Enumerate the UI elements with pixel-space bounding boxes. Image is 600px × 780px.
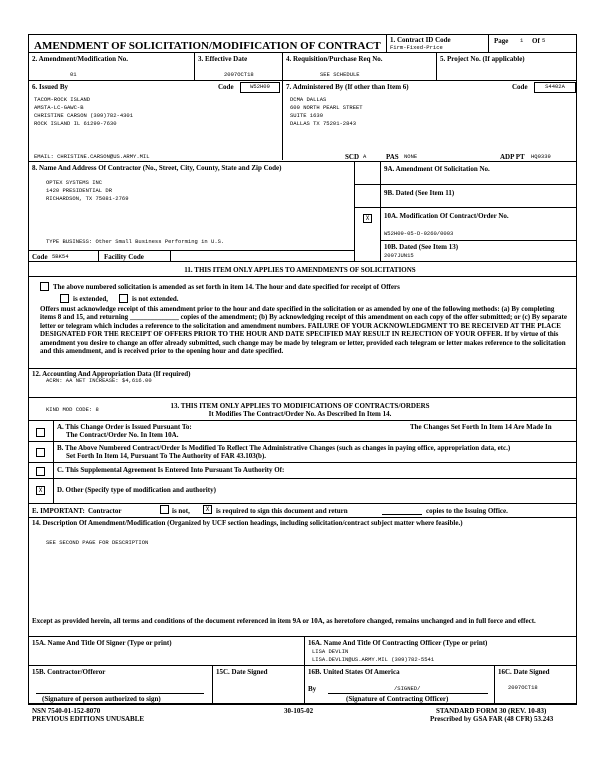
scd-value: A <box>363 153 367 160</box>
description-value: SEE SECOND PAGE FOR DESCRIPTION <box>46 539 149 546</box>
signature-person-caption: (Signature of person authorized to sign) <box>42 695 161 703</box>
usa-label: 16B. United States Of America <box>308 668 400 676</box>
option-d-checkbox[interactable]: X <box>36 486 45 495</box>
project-no-label: 5. Project No. (If applicable) <box>440 55 525 63</box>
admin-code-label: Code <box>512 83 528 91</box>
admin-line-1: DCMA DALLAS <box>290 96 327 103</box>
issued-by-label: 6. Issued By <box>32 83 68 91</box>
accounting-label: 12. Accounting And Appropriation Data (If required) <box>32 370 191 378</box>
issued-code-value: W52H09 <box>240 82 280 93</box>
issued-code-label: Code <box>218 83 234 91</box>
rule <box>28 368 576 369</box>
contractor-code-value: 5BK54 <box>52 253 69 260</box>
requisition-label: 4. Requisition/Purchase Req No. <box>286 55 383 63</box>
important-label: E. IMPORTANT: <box>32 507 85 515</box>
divider <box>354 161 355 261</box>
kind-mod-code: KIND MOD CODE: 8 <box>46 406 99 413</box>
effective-date-value: 2007OCT18 <box>224 71 254 78</box>
scd-label: SCD <box>345 153 360 161</box>
admin-line-3: SUITE 1630 <box>290 112 324 119</box>
by-label: By <box>308 685 317 693</box>
contractor-signature-line <box>36 693 204 694</box>
divider <box>98 250 99 261</box>
extended-label: is extended, <box>73 295 108 303</box>
option-b-text1: B. The Above Numbered Contract/Order Is Modified To Reflect The Administrative Changes (such as changes in paying office, appropriation data, etc.) <box>57 444 511 452</box>
form-title: AMENDMENT OF SOLICITATION/MODIFICATION OF CONTRACT <box>34 40 381 52</box>
date-signed-16c-value: 2007OCT18 <box>508 684 538 691</box>
modification-checkbox[interactable]: X <box>363 214 372 223</box>
divider <box>212 665 213 704</box>
rule <box>354 207 576 208</box>
rule <box>28 397 576 398</box>
option-b-checkbox[interactable] <box>36 448 45 457</box>
rule <box>354 184 576 185</box>
option-a-text-right: The Changes Set Forth In Item 14 Are Made In <box>410 423 552 431</box>
option-a-text2: The Contract/Order No. In Item 10A. <box>66 431 179 439</box>
page-label: Page <box>494 37 509 45</box>
divider <box>282 80 283 160</box>
form-top-border <box>28 34 576 35</box>
extended-checkbox[interactable] <box>60 294 69 303</box>
prescribed-by-text: Prescribed by GSA FAR (48 CFR) 53.243 <box>430 715 554 723</box>
standard-form-text: STANDARD FORM 30 (REV. 10-83) <box>436 707 547 715</box>
amendment-no-label: 2. Amendment/Modification No. <box>32 55 129 63</box>
form-right-border <box>576 34 577 704</box>
option-d-text: D. Other (Specify type of modification and authority) <box>57 486 216 494</box>
signed-value: /SIGNED/ <box>394 685 421 692</box>
option-a-checkbox[interactable] <box>36 428 45 437</box>
rule <box>28 52 576 53</box>
rule <box>28 441 576 442</box>
admin-code-value: S4402A <box>534 82 576 93</box>
pas-value: NONE <box>404 153 418 160</box>
officer-label: 16A. Name And Title Of Contracting Officer (Type or print) <box>308 639 488 647</box>
issued-line-1: TACOM-ROCK ISLAND <box>34 96 91 103</box>
item13-subheading: It Modifies The Contract/Order No. As Described In Item 14. <box>208 410 392 418</box>
date-signed-15c-label: 15C. Date Signed <box>216 668 268 676</box>
dated-10b-value: 2007JUN15 <box>384 252 414 259</box>
of-label: Of <box>532 37 540 45</box>
divider <box>282 52 283 80</box>
divider <box>494 665 495 704</box>
rule <box>28 161 576 162</box>
pas-label: PAS <box>386 153 399 161</box>
divider <box>436 52 437 80</box>
rule <box>28 261 576 262</box>
admin-line-2: 600 NORTH PEARL STREET <box>290 104 363 111</box>
not-extended-label: is not extended. <box>132 295 179 303</box>
rule <box>28 250 354 251</box>
adp-value: HQ0339 <box>531 153 551 160</box>
nsn-text: NSN 7540-01-152-8070 <box>32 707 101 715</box>
officer-name: LISA DEVLIN <box>312 648 349 655</box>
contractor-business: TYPE BUSINESS: Other Small Business Performing in U.S. <box>46 238 225 245</box>
is-required-checkbox[interactable]: X <box>203 505 212 514</box>
admin-line-4: DALLAS TX 75201-2843 <box>290 120 357 127</box>
divider <box>304 636 305 704</box>
date-signed-16c-label: 16C. Date Signed <box>498 668 550 676</box>
divider <box>170 250 171 261</box>
is-required-label: is required to sign this document and return <box>216 507 348 515</box>
option-b-text2: Set Forth In Item 14, Pursuant To The Authority of FAR 43.103(b). <box>66 452 267 460</box>
item11-heading: 11. THIS ITEM ONLY APPLIES TO AMENDMENTS OF SOLICITATIONS <box>184 266 416 274</box>
rule <box>28 478 576 479</box>
option-c-text: C. This Supplemental Agreement Is Entered Into Pursuant To Authority Of: <box>57 466 285 474</box>
form-left-border <box>28 34 29 704</box>
contractor-code-label: Code <box>32 253 48 261</box>
dated-10b-label: 10B. Dated (See Item 13) <box>384 243 459 251</box>
effective-date-label: 3. Effective Date <box>198 55 248 63</box>
dated-9b-label: 9B. Dated (See Item 11) <box>384 189 455 197</box>
issued-line-2: AMSTA-LC-GAWC-B <box>34 104 84 111</box>
rule <box>28 517 576 518</box>
contract-id-label: 1. Contract ID Code <box>390 36 451 44</box>
option-c-checkbox[interactable] <box>36 467 45 476</box>
contractor-line-3: RICHARDSON, TX 75081-2769 <box>46 195 129 202</box>
not-extended-checkbox[interactable] <box>119 294 128 303</box>
rule <box>28 462 576 463</box>
rule <box>28 636 576 637</box>
contractor-label: 8. Name And Address Of Contractor (No., Street, City, County, State and Zip Code) <box>32 164 282 172</box>
issued-line-3: CHRISTINE CARSON (309)782-4301 <box>34 112 134 119</box>
closing-statement: Except as provided herein, all terms and conditions of the document referenced in item 9A or 10A, as heretofore changed, remains unchanged and in full force and effect. <box>32 617 536 625</box>
is-not-label: is not, <box>172 507 190 515</box>
copies-label: copies to the Issuing Office. <box>426 507 508 515</box>
item11-body: Offers must acknowledge receipt of this amendment prior to the hour and date specified in the solicitation or as amended by one of the following methods: (a) By completing items 8 and 15, and returning ______________ copies of the amendment; (b) By acknowledging receipt of this amendment on each copy of the offer submitted; or (c) By separate letter or telegram which includes a reference to the solicitation and amendment numbers. FAILURE OF YOUR ACKNOWLEDGMENT TO BE RECEIVED AT THE PLACE DESIGNATED FOR THE RECEIPT OF OFFERS PRIOR TO THE HOUR AND DATE SPECIFIED MAY RESULT IN REJECTION OF YOUR OFFER. If by virtue of this amendment you desire to change an offer already submitted, such change may be made by telegram or letter, provided each telegram or letter makes reference to the solicitation and this amendment, and is received prior to the opening hour and date specified. <box>40 305 567 356</box>
previous-editions-text: PREVIOUS EDITIONS UNUSABLE <box>32 715 145 723</box>
issued-email: EMAIL: CHRISTINE.CARSON@US.ARMY.MIL <box>34 153 150 160</box>
description-label: 14. Description Of Amendment/Modification (Organized by UCF section headings, including solicitation/contract subject matter where feasible.) <box>32 519 463 527</box>
divider <box>380 161 381 261</box>
rule <box>28 503 576 504</box>
modification-no-label: 10A. Modification Of Contract/Order No. <box>384 212 509 220</box>
signer-label: 15A. Name And Title Of Signer (Type or print) <box>32 639 172 647</box>
page-value: 1 <box>520 37 524 44</box>
amendment-no-value: 01 <box>70 71 77 78</box>
rule <box>28 703 577 705</box>
form-number: 30-105-02 <box>284 707 314 715</box>
modification-no-value: W52H09-05-D-0260/0003 <box>384 230 454 237</box>
item13-heading: 13. THIS ITEM ONLY APPLIES TO MODIFICATIONS OF CONTRACTS/ORDERS <box>170 402 430 410</box>
option-a-text1: A. This Change Order is Issued Pursuant To: <box>57 423 192 431</box>
is-not-checkbox[interactable] <box>160 505 169 514</box>
adp-label: ADP PT <box>500 153 525 161</box>
copies-blank <box>382 514 422 515</box>
divider <box>386 34 387 52</box>
contractor-line-2: 1420 PRESIDENTIAL DR <box>46 187 113 194</box>
rule <box>380 240 576 241</box>
solicitation-amended-checkbox[interactable] <box>40 282 49 291</box>
rule <box>28 420 576 421</box>
signature-officer-caption: (Signature of Contracting Officer) <box>346 695 449 703</box>
divider <box>488 34 489 52</box>
item11-line1: The above numbered solicitation is amended as set forth in item 14. The hour and date specified for receipt of Offers <box>53 283 400 291</box>
contractor-line-1: OPTEX SYSTEMS INC <box>46 179 103 186</box>
facility-code-label: Facility Code <box>104 253 144 261</box>
officer-contact: LISA.DEVLIN@US.ARMY.MIL (309)782-5541 <box>312 656 435 663</box>
requisition-value: SEE SCHEDULE <box>320 71 360 78</box>
admin-by-label: 7. Administered By (If other than Item 6) <box>286 83 409 91</box>
accounting-value: ACRN: AA NET INCREASE: $4,616.00 <box>46 377 152 384</box>
of-value: 5 <box>542 37 546 44</box>
rule <box>28 80 576 81</box>
issued-line-4: ROCK ISLAND IL 61299-7630 <box>34 120 117 127</box>
officer-signature-line <box>328 693 488 694</box>
rule <box>28 276 576 277</box>
important-contractor: Contractor <box>88 507 122 515</box>
contract-id-value: Firm-Fixed-Price <box>390 44 443 51</box>
divider <box>194 52 195 80</box>
solicitation-no-label: 9A. Amendment Of Solicitation No. <box>384 165 490 173</box>
contractor-offeror-label: 15B. Contractor/Offeror <box>32 668 106 676</box>
